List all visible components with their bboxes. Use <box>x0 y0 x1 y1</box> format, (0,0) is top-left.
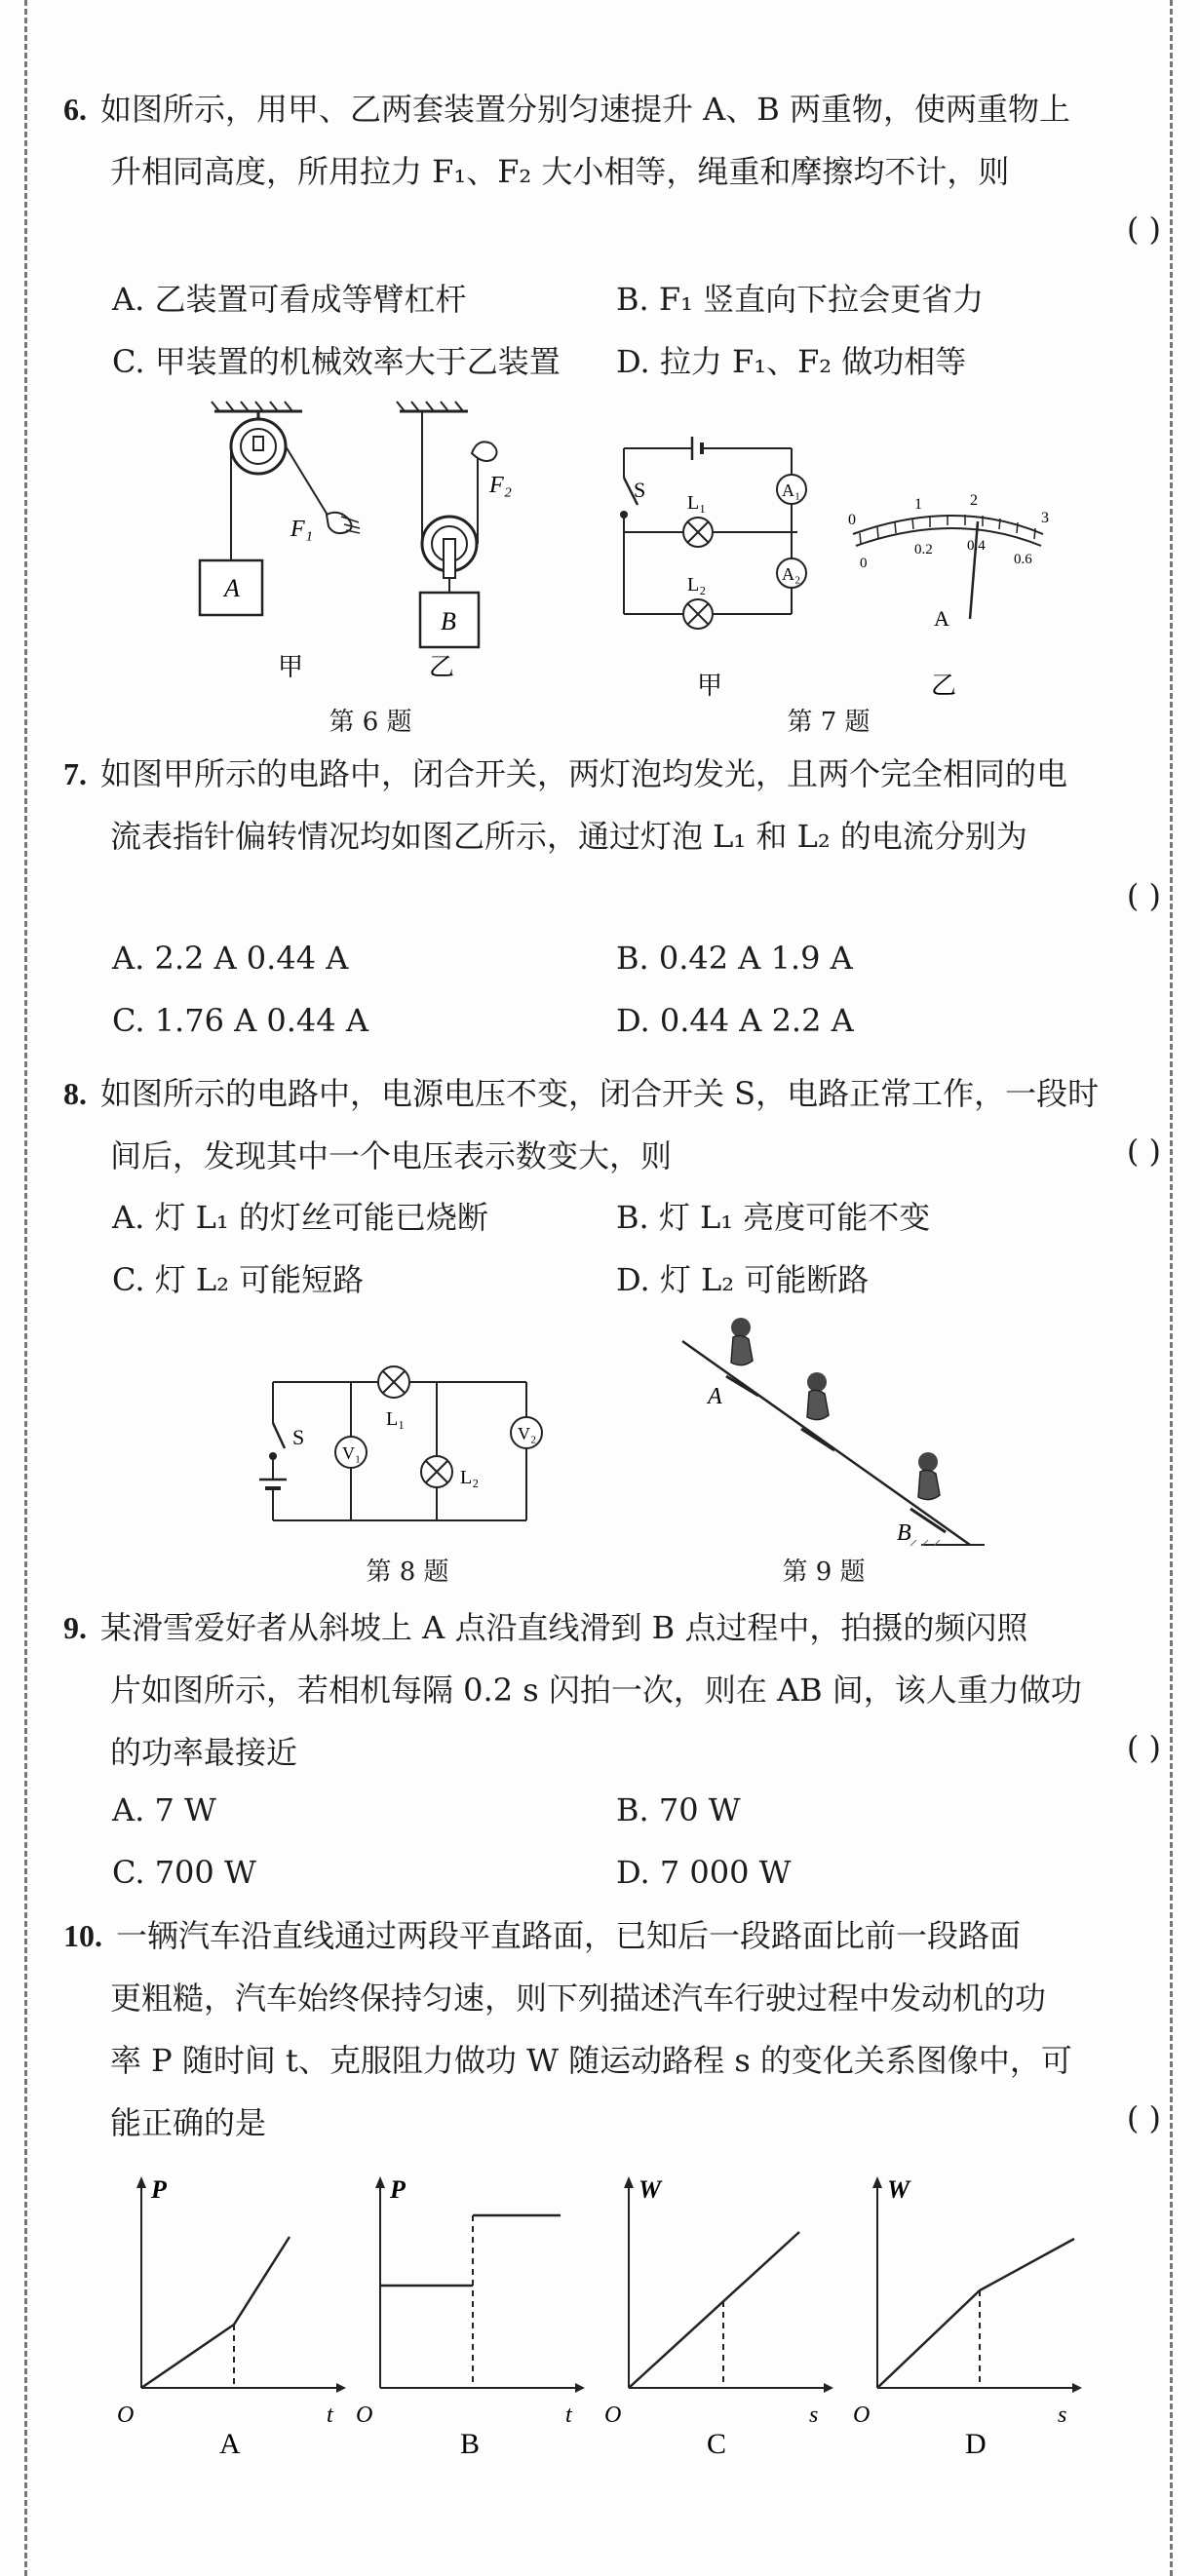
graph-d <box>848 2169 1082 2461</box>
option-c: C. 1.76 A 0.44 A <box>112 1002 368 1039</box>
option-a: A. 灯 L₁ 的灯丝可能已烧断 <box>112 1199 488 1236</box>
question-text: 能正确的是 <box>110 2104 267 2141</box>
question-text: 率 P 随时间 t、克服阻力做功 W 随运动路程 s 的变化关系图像中，可 <box>110 2042 1072 2079</box>
right-margin-line <box>1170 0 1173 2576</box>
option-c: C. 甲装置的机械效率大于乙装置 <box>112 343 561 380</box>
option-b: B. 灯 L₁ 亮度可能不变 <box>616 1199 931 1236</box>
option-d: D. 0.44 A 2.2 A <box>616 1002 854 1039</box>
scale-bottom-3: 0.6 <box>1014 552 1032 567</box>
graph-b <box>351 2169 585 2461</box>
figure-yi-label: 乙 <box>931 672 957 700</box>
graph-y-label: W <box>639 2175 662 2204</box>
question-text: 流表指针偏转情况均如图乙所示，通过灯泡 L₁ 和 L₂ 的电流分别为 <box>110 818 1027 855</box>
question-text: 升相同高度，所用拉力 F₁、F₂ 大小相等，绳重和摩擦均不计，则 <box>110 153 1010 190</box>
question-text: 更粗糙，汽车始终保持匀速，则下列描述汽车行驶过程中发动机的功 <box>110 1980 1047 2017</box>
graph-x-label: s <box>1058 2403 1067 2428</box>
graph-x-label: s <box>809 2403 819 2428</box>
question-number: 10. <box>63 1918 102 1953</box>
question-text: 某滑雪爱好者从斜坡上 A 点沿直线滑到 B 点过程中，拍摄的频闪照 <box>100 1609 1028 1646</box>
question-7 <box>63 743 1131 867</box>
skier-icon <box>801 1372 834 1450</box>
skier-icon <box>910 1452 946 1532</box>
answer-blank: ( ) <box>1126 211 1161 248</box>
graph-option-label: D <box>965 2428 987 2460</box>
graph-y-label: P <box>390 2175 406 2204</box>
question-6 <box>63 78 1131 203</box>
question-9 <box>63 1596 1131 1784</box>
option-b: B. 70 W <box>616 1791 741 1828</box>
scale-bottom-1: 0.2 <box>914 542 933 557</box>
figure-9-slope <box>673 1306 994 1550</box>
figure-6-pulleys <box>185 400 536 682</box>
lamp-l1-label: L₁ <box>687 492 707 514</box>
option-a: A. 乙装置可看成等臂杠杆 <box>112 281 467 318</box>
scale-top-0: 0 <box>848 512 856 528</box>
figure-6-caption: 第 6 题 <box>329 708 412 737</box>
figure-jia-label: 甲 <box>697 672 723 700</box>
option-d: D. 灯 L₂ 可能断路 <box>616 1261 870 1298</box>
graph-y-label: P <box>151 2175 167 2204</box>
figure-jia-label: 甲 <box>278 653 304 681</box>
question-text: 片如图所示，若相机每隔 0.2 s 闪拍一次，则在 AB 间，该人重力做功 <box>110 1672 1082 1709</box>
question-number: 9. <box>63 1610 87 1645</box>
graph-x-label: t <box>327 2403 333 2428</box>
question-text: 如图甲所示的电路中，闭合开关，两灯泡均发光，且两个完全相同的电 <box>100 755 1068 792</box>
option-a: A. 2.2 A 0.44 A <box>112 940 349 977</box>
option-d: D. 拉力 F₁、F₂ 做功相等 <box>616 343 967 380</box>
question-10 <box>63 1904 1131 2154</box>
graph-a <box>112 2169 346 2461</box>
option-b: B. F₁ 竖直向下拉会更省力 <box>616 281 985 318</box>
answer-blank: ( ) <box>1126 877 1161 914</box>
left-margin-line <box>24 0 27 2576</box>
meter-unit-label: A <box>934 606 949 631</box>
block-b-label: B <box>441 607 456 635</box>
option-c: C. 700 W <box>112 1854 256 1891</box>
lamp-l2-label: L₂ <box>687 574 707 596</box>
answer-blank: ( ) <box>1126 2099 1161 2136</box>
scale-bottom-0: 0 <box>860 556 868 571</box>
figure-7-circuit <box>604 419 1072 702</box>
graph-origin-label: O <box>117 2403 135 2428</box>
question-8 <box>63 1062 1131 1187</box>
graph-y-label: W <box>887 2175 910 2204</box>
figure-7-caption: 第 7 题 <box>787 708 871 737</box>
lamp-l2-label: L₂ <box>460 1467 480 1488</box>
figure-yi-label: 乙 <box>429 653 455 681</box>
figure-8-caption: 第 8 题 <box>366 1557 449 1587</box>
voltmeter-v2-label: V₂ <box>518 1424 537 1443</box>
answer-blank: ( ) <box>1126 1133 1161 1170</box>
question-number: 7. <box>63 756 87 791</box>
question-number: 6. <box>63 92 87 127</box>
scale-top-2: 2 <box>970 492 978 509</box>
ammeter-a1-label: A₁ <box>782 481 801 500</box>
switch-s-label: S <box>634 478 646 502</box>
question-text: 间后，发现其中一个电压表示数变大，则 <box>110 1137 673 1174</box>
option-b: B. 0.42 A 1.9 A <box>616 940 853 977</box>
question-number: 8. <box>63 1076 87 1111</box>
option-a: A. 7 W <box>112 1791 216 1828</box>
graph-option-label: C <box>707 2428 727 2460</box>
point-a-label: A <box>708 1384 722 1409</box>
force-f1-label: F₁ <box>290 517 314 542</box>
force-f2-label: F₂ <box>489 473 513 498</box>
question-text: 一辆汽车沿直线通过两段平直路面，已知后一段路面比前一段路面 <box>116 1917 1022 1954</box>
figure-9-caption: 第 9 题 <box>782 1557 866 1587</box>
switch-s-label: S <box>292 1425 305 1449</box>
option-c: C. 灯 L₂ 可能短路 <box>112 1261 365 1298</box>
figure-8-circuit <box>253 1355 565 1550</box>
voltmeter-v1-label: V₁ <box>342 1443 362 1463</box>
graph-origin-label: O <box>853 2403 871 2428</box>
question-text: 如图所示的电路中，电源电压不变，闭合开关 S，电路正常工作，一段时 <box>100 1075 1100 1112</box>
point-b-label: B <box>897 1520 911 1546</box>
scale-top-3: 3 <box>1041 510 1049 526</box>
graph-origin-label: O <box>356 2403 373 2428</box>
ammeter-a2-label: A₂ <box>782 564 801 584</box>
question-text: 的功率最接近 <box>110 1734 298 1771</box>
answer-blank: ( ) <box>1126 1729 1161 1766</box>
graph-origin-label: O <box>604 2403 622 2428</box>
question-text: 如图所示，用甲、乙两套装置分别匀速提升 A、B 两重物，使两重物上 <box>100 91 1070 128</box>
scale-top-1: 1 <box>914 496 922 513</box>
graph-option-label: A <box>219 2428 241 2460</box>
scale-bottom-2: 0.4 <box>967 538 986 554</box>
graph-x-label: t <box>565 2403 572 2428</box>
block-a-label: A <box>224 574 240 602</box>
graph-option-label: B <box>460 2428 481 2460</box>
lamp-l1-label: L₁ <box>386 1408 406 1430</box>
option-d: D. 7 000 W <box>616 1854 792 1891</box>
graph-c <box>600 2169 833 2461</box>
